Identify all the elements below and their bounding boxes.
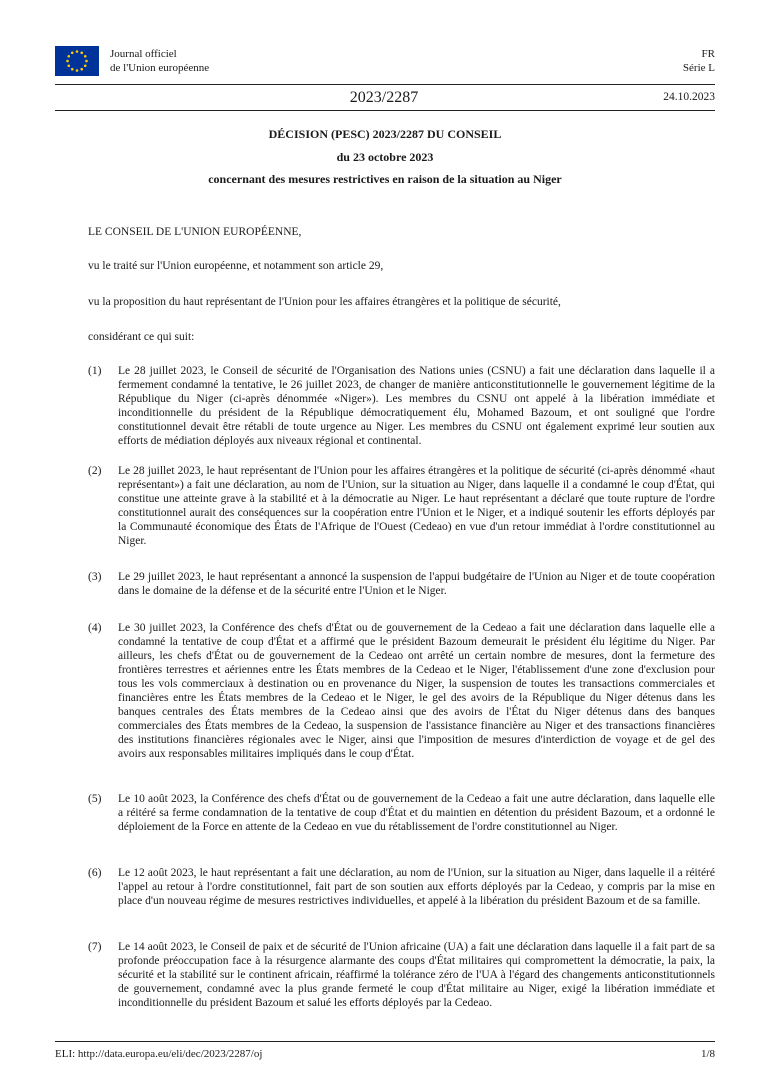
page-number: 1/8	[700, 1048, 715, 1060]
preamble-considering: considérant ce qui suit:	[88, 331, 195, 343]
language-code: FR	[701, 48, 715, 60]
recital-number: (2)	[88, 465, 102, 477]
recital-4	[88, 621, 715, 761]
journal-title-line1: Journal officiel	[110, 48, 177, 60]
preamble-proposal: vu la proposition du haut représentant de l'Union pour les affaires étrangères et la politique de sécurité,	[88, 296, 561, 308]
journal-title-line2: de l'Union européenne	[110, 62, 210, 74]
series-label: Série L	[682, 62, 715, 74]
eu-flag-icon	[55, 46, 99, 76]
recital-text: Le 28 juillet 2023, le Conseil de sécurité de l'Organisation des Nations unies (CSNU) a fait une déclaration dans laquelle il a fermement condamné la tentative, le 26 juillet 2023, de changer de manière anticonstitutionnelle le gouvernement légitime de la République du Niger (ci-après dénommée «Niger»). Les membres du CSNU ont appelé à la libération immédiate et inconditionnelle du président de la République démocratiquement élu, Mohamed Bazoum, et ont souligné que l'ordre constitutionnel devait être rétabli de toute urgence au Niger. Les membres du CSNU ont également exprimé leur soutien aux efforts de médiation déployés aux niveaux régional et continental.	[118, 365, 715, 447]
eu-star-icon	[76, 69, 79, 72]
preamble-council: LE CONSEIL DE L'UNION EUROPÉENNE,	[88, 226, 302, 238]
recital-number: (7)	[88, 941, 102, 953]
eu-star-icon	[71, 68, 74, 71]
recital-text: Le 12 août 2023, le haut représentant a fait une déclaration, au nom de l'Union, sur la situation au Niger, dans laquelle il a réitéré l'appel au retour à l'ordre constitutionnel, fait part de son soutien aux efforts déployés par la Cedeao, y compris par la mise en place d'un nouveau régime de mesures restrictives individuelles, et appelé à la libération du président Bazoum et de sa famille.	[118, 867, 715, 907]
eu-star-icon	[67, 55, 70, 58]
recital-text: Le 30 juillet 2023, la Conférence des chefs d'État ou de gouvernement de la Cedeao a fait une déclaration dans laquelle elle a condamné la tentative de coup d'État et a affirmé que le président Bazoum demeurait le président élu légitime du Niger. Par ailleurs, les chefs d'État ou de gouvernement de la Cedeao ont arrêté un certain nombre de mesures, dont la fermeture des frontières terrestres et aériennes entre les États membres de la Cedeao et le Niger, l'établissement d'une zone d'exclusion pour tous les vols commerciaux à destination ou en provenance du Niger, la suspension de toutes les transactions commerciales et financières entre les États membres de la Cedeao et le Niger, le gel des avoirs de la République du Niger détenus dans les banques centrales des États membres de la Cedeao ainsi que des avoirs de l'État du Niger détenus dans des banques commerciales des États membres de la Cedeao, la suspension de l'assistance financière au Niger et des transactions financières des institutions financières régionales avec le Niger, ainsi que l'imposition de mesures d'interdiction de voyage et de gel des avoirs aux responsables militaires impliqués dans le coup d'État.	[118, 622, 715, 760]
recital-text: Le 14 août 2023, le Conseil de paix et de sécurité de l'Union africaine (UA) a fait une déclaration dans laquelle il a fait part de sa profonde préoccupation face à la résurgence alarmante des coups d'État militaires qui compromettent la démocratie, la paix, la sécurité et la stabilité sur le continent africain, réaffirmé la tolérance zéro de l'UA à l'égard des changements anticonstitutionnels de gouvernement, condamné avec la plus grande fermeté le coup d'État militaire au Niger, exigé la libération immédiate et inconditionnelle du président Bazoum et salué les efforts déployés par la Cedeao.	[118, 941, 715, 1009]
page-footer	[55, 1048, 715, 1060]
recital-1	[88, 364, 715, 448]
eu-star-icon	[84, 55, 87, 58]
recital-3	[88, 570, 715, 598]
header-divider	[55, 84, 715, 85]
eu-star-icon	[66, 60, 69, 63]
recital-number: (3)	[88, 571, 102, 583]
recital-text: Le 10 août 2023, la Conférence des chefs d'État ou de gouvernement de la Cedeao a fait une autre déclaration, dans laquelle elle a réitéré sa ferme condamnation de la tentative de coup d'État et du maintien en détention du président Bazoum, et a ordonné le déploiement de la Force en attente de la Cedeao en vue du rétablissement de l'ordre constitutionnel au Niger.	[118, 793, 715, 833]
decision-title: DÉCISION (PESC) 2023/2287 DU CONSEIL	[268, 127, 502, 141]
recital-text: Le 29 juillet 2023, le haut représentant a annoncé la suspension de l'appui budgétaire de l'Union au Niger et de toute coopération dans le domaine de la défense et de la sécurité entre l'Union et le Niger.	[118, 571, 715, 597]
decision-subject: concernant des mesures restrictives en raison de la situation au Niger	[208, 172, 562, 186]
decision-title-block	[55, 123, 715, 191]
recital-5	[88, 792, 715, 834]
document-date: 24.10.2023	[663, 91, 715, 103]
footer-divider	[55, 1041, 715, 1042]
eu-star-icon	[76, 50, 79, 53]
journal-title	[110, 47, 209, 75]
journal-header	[55, 44, 715, 80]
recital-number: (5)	[88, 793, 102, 805]
recital-number: (1)	[88, 365, 102, 377]
eu-star-icon	[84, 64, 87, 67]
recital-number: (6)	[88, 867, 102, 879]
preamble-treaty: vu le traité sur l'Union européenne, et notamment son article 29,	[88, 260, 384, 272]
recital-7	[88, 940, 715, 1010]
recital-number: (4)	[88, 622, 102, 634]
eli-link[interactable]: ELI: http://data.europa.eu/eli/dec/2023/2287/oj	[55, 1048, 263, 1060]
header-meta	[683, 47, 715, 75]
eu-star-icon	[67, 64, 70, 67]
recital-text: Le 28 juillet 2023, le haut représentant de l'Union pour les affaires étrangères et la politique de sécurité (ci-après dénommé «haut représentant») a fait une déclaration, au nom de l'Union, sur la situation au Niger, dans laquelle il a condamné le coup d'État, qui constitue une atteinte grave à la stabilité et à la démocratie au Niger. Le haut représentant a déclaré que toute rupture de l'ordre constitutionnel aurait des conséquences sur la coopération entre l'Union et le Niger, et a indiqué soutenir les efforts déployés par la Communauté économique des États de l'Afrique de l'Ouest (Cedeao) en vue d'un retour immédiat à l'ordre constitutionnel au Niger.	[118, 465, 715, 547]
eu-star-icon	[80, 68, 83, 71]
recital-6	[88, 866, 715, 908]
decision-date: du 23 octobre 2023	[336, 149, 434, 164]
recital-2	[88, 464, 715, 548]
eu-star-icon	[85, 60, 88, 63]
number-divider	[55, 110, 715, 111]
eu-star-icon	[80, 51, 83, 54]
eu-star-icon	[71, 51, 74, 54]
document-number: 2023/2287	[349, 89, 419, 106]
